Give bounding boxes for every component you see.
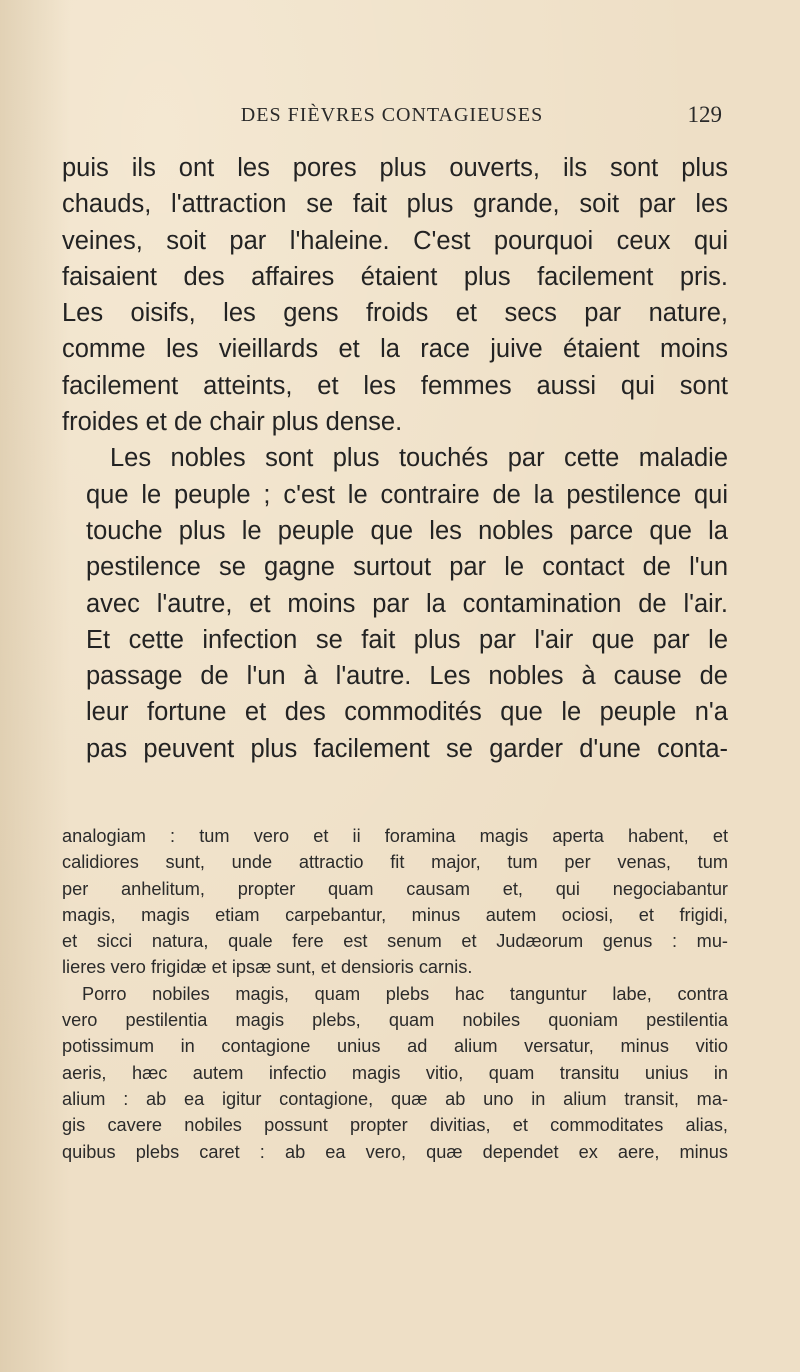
footnote-line: et sicci natura, quale fere est senum et Judæorum genus : mu- bbox=[62, 931, 728, 952]
text-line: Les nobles sont plus touchés par cette maladie bbox=[110, 444, 728, 473]
text-line: chauds, l'attraction se fait plus grande, soit par les bbox=[62, 190, 728, 219]
footnote-line: aeris, hæc autem infectio magis vitio, quam transitu unius in bbox=[62, 1062, 728, 1083]
footnote-line: lieres vero frigidæ et ipsæ sunt, et densioris carnis. bbox=[62, 957, 473, 978]
text-line: faisaient des affaires étaient plus facilement pris. bbox=[62, 262, 728, 291]
text-line: avec l'autre, et moins par la contamination de l'air. bbox=[86, 589, 728, 618]
text-line: pestilence se gagne surtout par le contact de l'un bbox=[86, 553, 728, 582]
text-line: facilement atteints, et les femmes aussi qui sont bbox=[62, 371, 728, 400]
footnote-line: quibus plebs caret : ab ea vero, quæ dependet ex aere, minus bbox=[62, 1141, 728, 1162]
main-text bbox=[62, 150, 728, 767]
text-line: puis ils ont les pores plus ouverts, ils sont plus bbox=[62, 154, 728, 182]
running-head bbox=[62, 104, 722, 134]
footnote-paragraph-2 bbox=[62, 981, 728, 1165]
footnote-line: gis cavere nobiles possunt propter divitias, et commoditates alias, bbox=[62, 1115, 728, 1136]
footnote-paragraph-1 bbox=[62, 823, 728, 981]
footnote-line: per anhelitum, propter quam causam et, qui negociabantur bbox=[62, 878, 728, 899]
footnote-line: Porro nobiles magis, quam plebs hac tanguntur labe, contra bbox=[82, 983, 728, 1004]
text-line: comme les vieillards et la race juive étaient moins bbox=[62, 335, 728, 364]
footnote-line: analogiam : tum vero et ii foramina magis aperta habent, et bbox=[62, 826, 728, 846]
main-paragraph-2 bbox=[62, 440, 728, 767]
text-line: Les oisifs, les gens froids et secs par nature, bbox=[62, 299, 728, 328]
text-line: veines, soit par l'haleine. C'est pourquoi ceux qui bbox=[62, 226, 728, 255]
footnote-line: potissimum in contagione unius ad alium versatur, minus vitio bbox=[62, 1036, 728, 1057]
text-line: touche plus le peuple que les nobles parce que la bbox=[86, 516, 728, 545]
text-line: que le peuple ; c'est le contraire de la pestilence qui bbox=[86, 480, 728, 509]
page-number: 129 bbox=[687, 102, 722, 127]
running-title: DES FIÈVRES CONTAGIEUSES bbox=[240, 104, 544, 126]
text-line: froides et de chair plus dense. bbox=[62, 408, 403, 437]
text-line: leur fortune et des commodités que le peuple n'a bbox=[86, 698, 728, 727]
main-paragraph-1 bbox=[62, 150, 728, 440]
latin-footnote bbox=[62, 823, 728, 1165]
footnote-line: magis, magis etiam carpebantur, minus autem ociosi, et frigidi, bbox=[62, 904, 728, 925]
text-line: passage de l'un à l'autre. Les nobles à cause de bbox=[86, 662, 728, 691]
footnote-line: calidiores sunt, unde attractio fit major, tum per venas, tum bbox=[62, 852, 728, 873]
footnote-line: alium : ab ea igitur contagione, quæ ab uno in alium transit, ma- bbox=[62, 1088, 728, 1109]
text-line: pas peuvent plus facilement se garder d'une conta- bbox=[86, 734, 728, 763]
footnote-line: vero pestilentia magis plebs, quam nobiles quoniam pestilentia bbox=[62, 1010, 728, 1031]
text-line: Et cette infection se fait plus par l'air que par le bbox=[86, 625, 728, 654]
